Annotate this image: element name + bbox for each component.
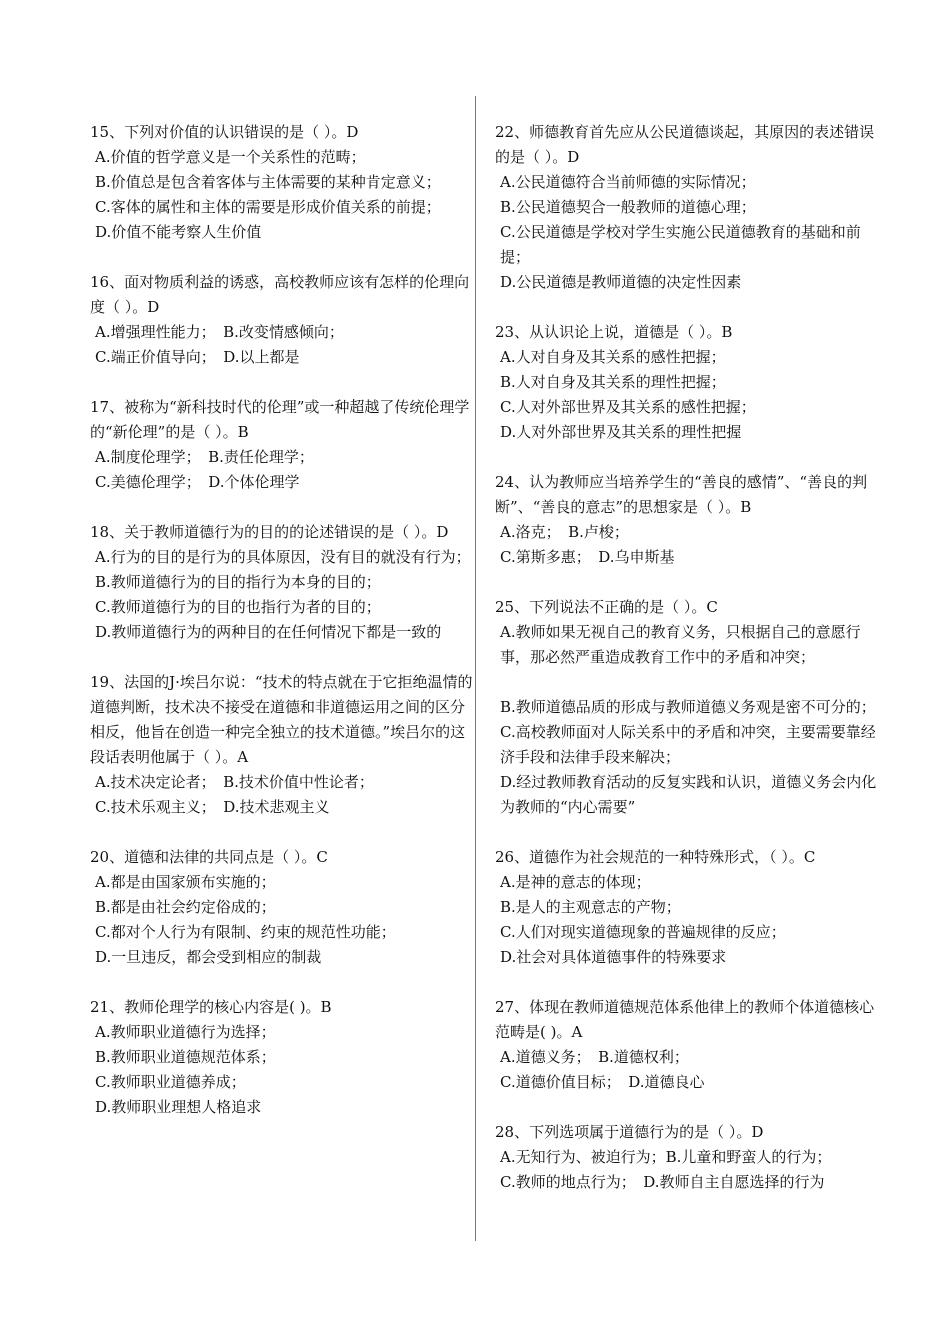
option-b: B.教师道德品质的形成与教师道德义务观是密不可分的； <box>500 698 876 716</box>
question-19 <box>90 670 475 820</box>
question-stem: 17、被称为“新科技时代的伦理”或一种超越了传统伦理学的“新伦理”的是（ ）。B <box>90 398 470 441</box>
question-stem: 21、教师伦理学的核心内容是( )。B <box>90 998 332 1016</box>
option-cd: C.美德伦理学； D.个体伦理学 <box>95 473 300 491</box>
option-d: D.一旦违反，都会受到相应的制裁 <box>95 948 322 966</box>
option-cd: C.第斯多惠； D.乌申斯基 <box>500 548 675 566</box>
option-b: B.教师道德行为的目的指行为本身的目的； <box>95 573 381 591</box>
question-17 <box>90 395 475 495</box>
option-ab: A.技术决定论者； B.技术价值中性论者； <box>95 773 374 791</box>
option-b: B.教师职业道德规范体系； <box>95 1048 276 1066</box>
question-stem: 23、从认识论上说，道德是（ ）。B <box>495 323 733 341</box>
question-28 <box>495 1120 880 1195</box>
option-c: C.人们对现实道德现象的普遍规律的反应； <box>500 923 786 941</box>
question-20 <box>90 845 475 970</box>
question-stem: 20、道德和法律的共同点是（ ）。C <box>90 848 328 866</box>
option-b: B.价值总是包含着客体与主体需要的某种肯定意义； <box>95 173 441 191</box>
question-21 <box>90 995 475 1120</box>
question-15 <box>90 120 475 245</box>
question-stem: 19、法国的J·埃吕尔说：“技术的特点就在于它拒绝温情的道德判断，技术决不接受在道德和非道德运用之间的区分相反，他旨在创造一种完全独立的技术道德。”埃吕尔的这段话表明他属于（ ）。A <box>90 673 473 766</box>
column-divider <box>475 96 476 1241</box>
option-c: C.公民道德是学校对学生实施公民道德教育的基础和前提； <box>500 223 861 266</box>
question-stem: 26、道德作为社会规范的一种特殊形式，（ ）。C <box>495 848 816 866</box>
right-column <box>495 120 880 1220</box>
option-a: A.教师如果无视自己的教育义务，只根据自己的意愿行事，那必然严重造成教育工作中的矛盾和冲突； <box>500 623 861 666</box>
question-stem: 16、面对物质利益的诱惑，高校教师应该有怎样的伦理向度（ ）。D <box>90 273 470 316</box>
option-d: D.社会对具体道德事件的特殊要求 <box>500 948 727 966</box>
question-stem: 24、认为教师应当培养学生的“善良的感情”、“善良的判断”、“善良的意志”的思想家是（ ）。B <box>495 473 868 516</box>
question-16 <box>90 270 475 370</box>
question-23 <box>495 320 880 445</box>
option-d: D.经过教师教育活动的反复实践和认识，道德义务会内化为教师的“内心需要” <box>500 773 877 816</box>
option-ab: A.洛克； B.卢梭； <box>500 523 629 541</box>
option-c: C.高校教师面对人际关系中的矛盾和冲突，主要需要靠经济手段和法律手段来解决； <box>500 723 876 766</box>
question-25 <box>495 595 880 820</box>
option-a: A.都是由国家颁布实施的； <box>95 873 276 891</box>
option-b: B.都是由社会约定俗成的； <box>95 898 276 916</box>
option-ab: A.道德义务； B.道德权利； <box>500 1048 689 1066</box>
option-d: D.教师职业理想人格追求 <box>95 1098 262 1116</box>
option-a: A.行为的目的是行为的具体原因，没有目的就没有行为； <box>95 548 471 566</box>
option-a: A.价值的哲学意义是一个关系性的范畴； <box>95 148 366 166</box>
question-18 <box>90 520 475 645</box>
option-ab: A.制度伦理学； B.责任伦理学； <box>95 448 314 466</box>
option-c: C.人对外部世界及其关系的感性把握； <box>500 398 756 416</box>
question-stem: 28、下列选项属于道德行为的是（ ）。D <box>495 1123 764 1141</box>
option-d: D.公民道德是教师道德的决定性因素 <box>500 273 742 291</box>
option-b: B.人对自身及其关系的理性把握； <box>500 373 726 391</box>
question-27 <box>495 995 880 1095</box>
left-column <box>90 120 475 1145</box>
option-cd: C.教师的地点行为； D.教师自主自愿选择的行为 <box>500 1173 825 1191</box>
question-stem: 25、下列说法不正确的是（ ）。C <box>495 598 718 616</box>
option-c: C.客体的属性和主体的需要是形成价值关系的前提； <box>95 198 441 216</box>
question-stem: 27、体现在教师道德规范体系他律上的教师个体道德核心范畴是( )。A <box>495 998 875 1041</box>
option-ab: A.增强理性能力； B.改变情感倾向； <box>95 323 344 341</box>
option-ab: A.无知行为、被迫行为；B.儿童和野蛮人的行为； <box>500 1148 832 1166</box>
option-a: A.教师职业道德行为选择； <box>95 1023 276 1041</box>
option-b: B.是人的主观意志的产物； <box>500 898 681 916</box>
option-cd: C.道德价值目标； D.道德良心 <box>500 1073 705 1091</box>
option-cd: C.端正价值导向； D.以上都是 <box>95 348 300 366</box>
option-cd: C.技术乐观主义； D.技术悲观主义 <box>95 798 330 816</box>
option-a: A.是神的意志的体现； <box>500 873 651 891</box>
option-d: D.教师道德行为的两种目的在任何情况下都是一致的 <box>95 623 442 641</box>
question-26 <box>495 845 880 970</box>
question-stem: 22、师德教育首先应从公民道德谈起，其原因的表述错误的是（ ）。D <box>495 123 875 166</box>
question-stem: 15、下列对价值的认识错误的是（ ）。D <box>90 123 359 141</box>
option-b: B.公民道德契合一般教师的道德心理； <box>500 198 756 216</box>
option-d: D.价值不能考察人生价值 <box>95 223 262 241</box>
option-c: C.教师职业道德养成； <box>95 1073 246 1091</box>
option-c: C.都对个人行为有限制、约束的规范性功能； <box>95 923 396 941</box>
blank-line <box>495 670 880 695</box>
option-a: A.人对自身及其关系的感性把握； <box>500 348 726 366</box>
question-24 <box>495 470 880 570</box>
question-stem: 18、关于教师道德行为的目的的论述错误的是（ ）。D <box>90 523 449 541</box>
question-22 <box>495 120 880 295</box>
option-c: C.教师道德行为的目的也指行为者的目的； <box>95 598 381 616</box>
option-a: A.公民道德符合当前师德的实际情况； <box>500 173 756 191</box>
option-d: D.人对外部世界及其关系的理性把握 <box>500 423 742 441</box>
